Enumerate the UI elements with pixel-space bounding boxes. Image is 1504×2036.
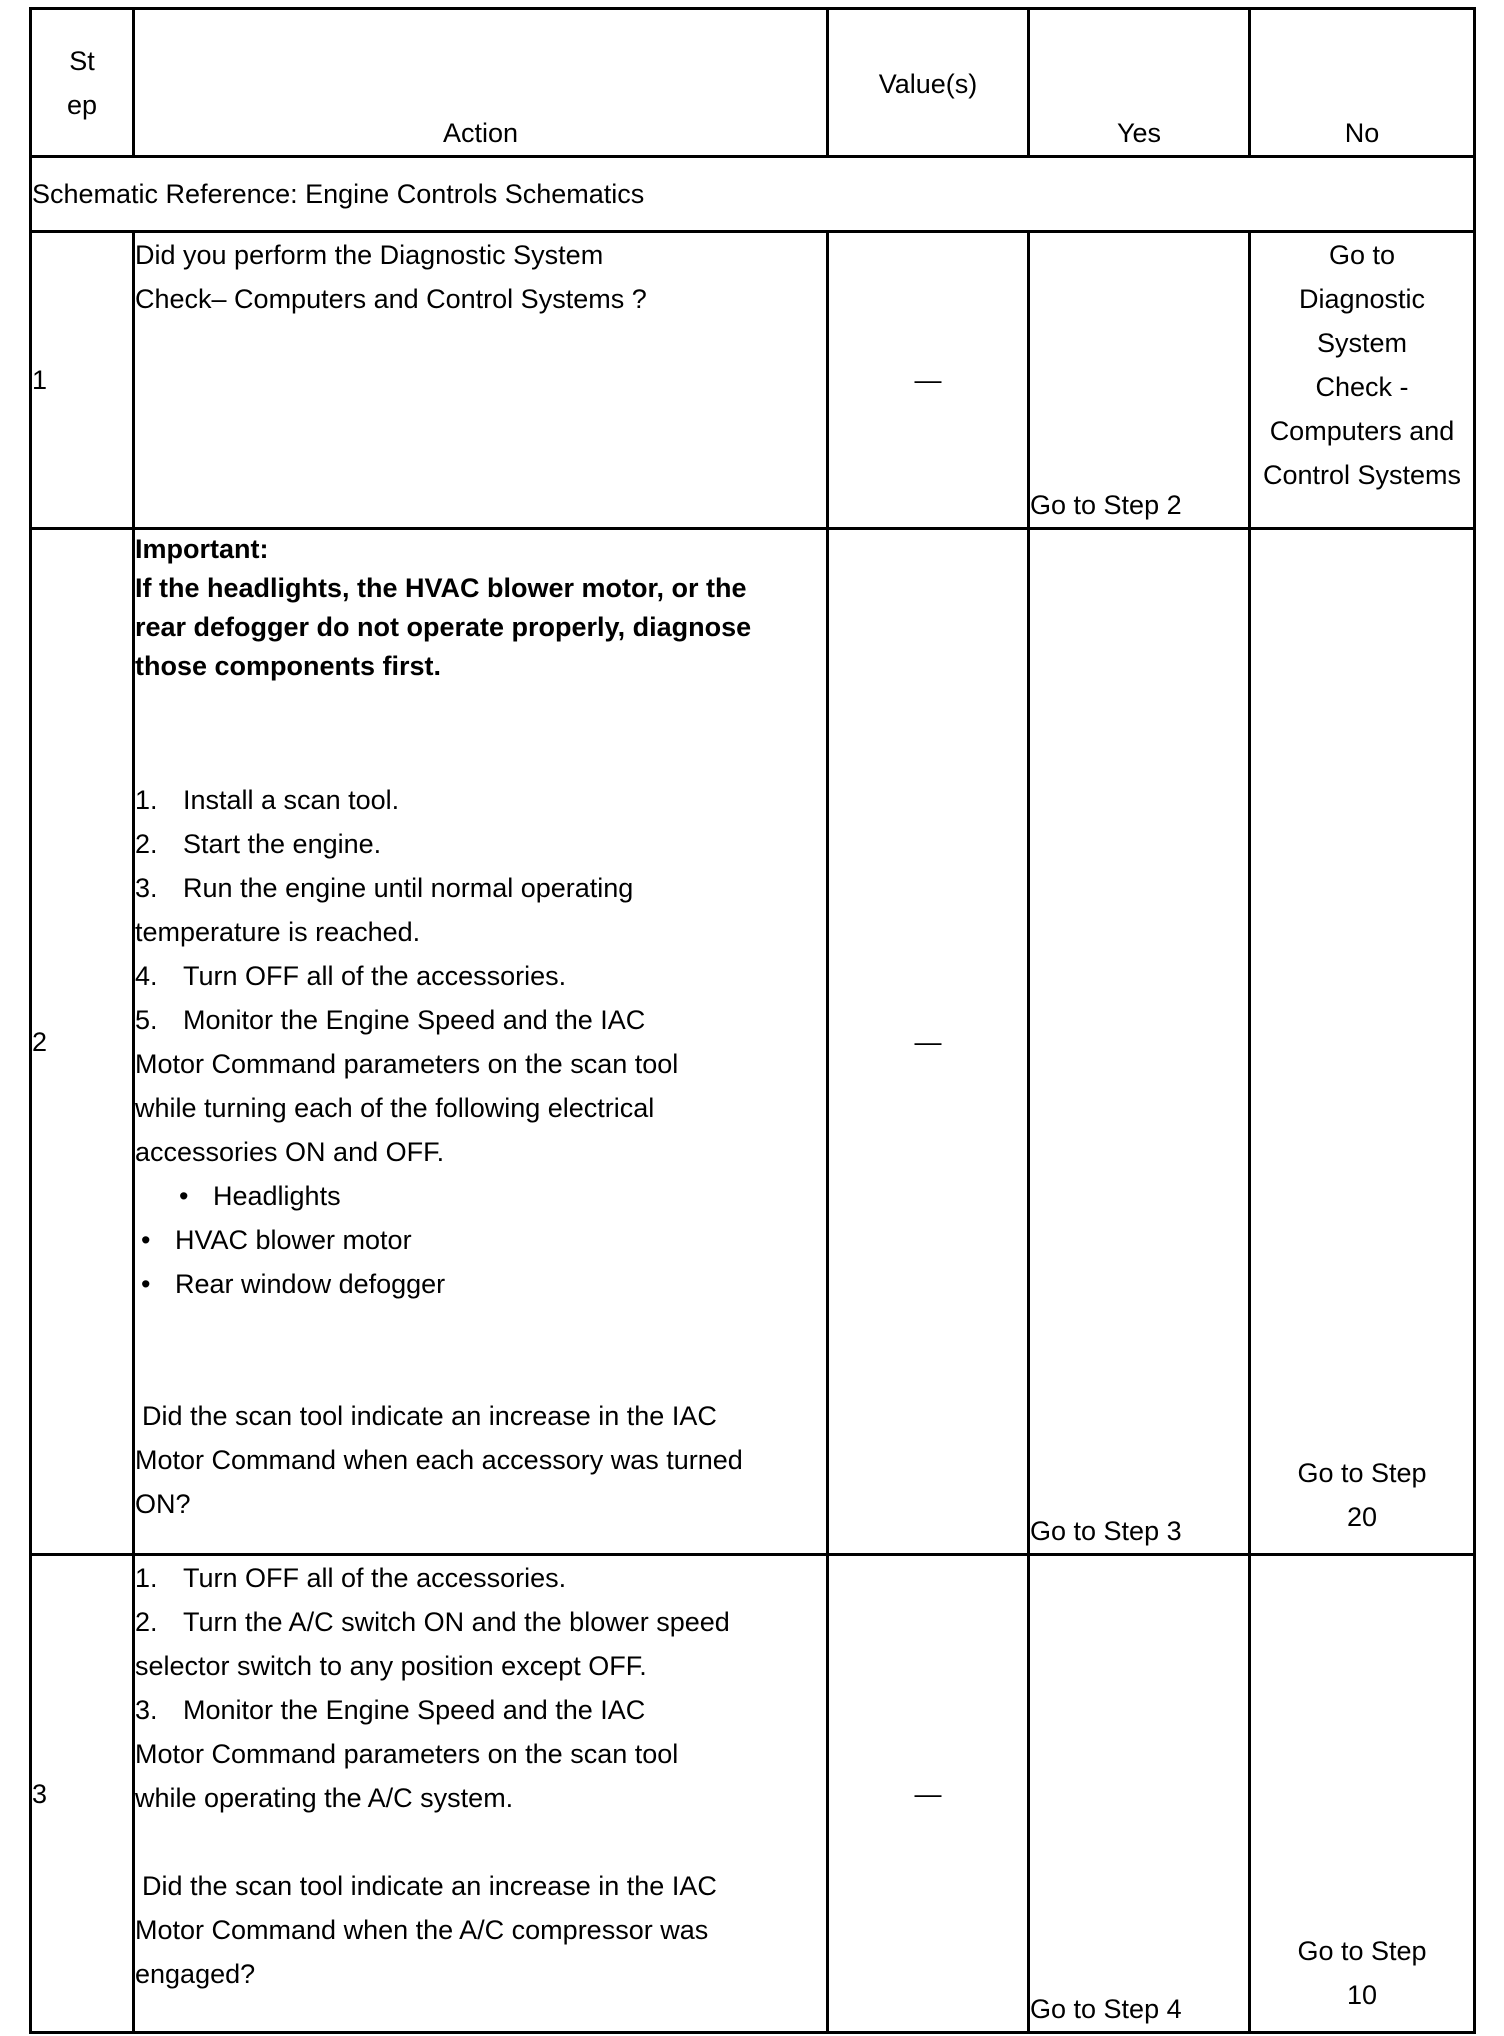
- header-action: Action: [134, 9, 828, 157]
- table-row: [31, 232, 1475, 529]
- question-text: Did the scan tool indicate an increase in the IAC Motor Command when each accessory was turned ON?: [135, 1401, 743, 1519]
- no-text: Go to: [1328, 240, 1396, 270]
- table-row: [31, 529, 1475, 1555]
- no-text: System: [1316, 328, 1408, 358]
- action-text: Did you perform the Diagnostic System: [135, 240, 604, 270]
- no-text: 20: [1346, 1502, 1378, 1532]
- header-step: [31, 9, 134, 157]
- no-cell: [1250, 1555, 1475, 2033]
- list-item: 2. Turn the A/C switch ON and the blower speed selector switch to any position except OFF.: [135, 1607, 730, 1681]
- no-text: 10: [1346, 1980, 1378, 2010]
- action-cell: [134, 1555, 828, 2033]
- list-item: 1. Turn OFF all of the accessories.: [135, 1563, 567, 1593]
- step-number: 3: [31, 1555, 134, 2033]
- no-text: Diagnostic: [1298, 284, 1426, 314]
- no-text: Check -: [1315, 372, 1409, 402]
- header-values: Value(s): [828, 9, 1029, 157]
- step-number: 2: [31, 529, 134, 1555]
- important-text: If the headlights, the HVAC blower motor, or the rear defogger do not operate properly, diagnose those components first.: [135, 573, 752, 681]
- header-row: [31, 9, 1475, 157]
- bullet-item: • HVAC blower motor: [141, 1225, 412, 1255]
- step-number: 1: [31, 232, 134, 529]
- action-text: Check– Computers and Control Systems ?: [135, 284, 647, 314]
- list-item: 1. Install a scan tool.: [135, 785, 400, 815]
- header-no: No: [1250, 9, 1475, 157]
- no-cell: [1250, 529, 1475, 1555]
- no-text: Go to Step: [1297, 1936, 1427, 1966]
- list-item: 2. Start the engine.: [135, 829, 382, 859]
- action-cell: [134, 232, 828, 529]
- header-step-line2: ep: [66, 89, 98, 120]
- value-cell: —: [828, 232, 1029, 529]
- table-row: [31, 1555, 1475, 2033]
- yes-cell: Go to Step 3: [1029, 529, 1250, 1555]
- bullet-item: • Headlights: [179, 1181, 341, 1211]
- header-yes: Yes: [1029, 9, 1250, 157]
- header-step-line1: St: [69, 45, 95, 76]
- list-item: 4. Turn OFF all of the accessories.: [135, 961, 567, 991]
- question-text: Did the scan tool indicate an increase in the IAC Motor Command when the A/C compressor was engaged?: [135, 1871, 717, 1989]
- yes-cell: Go to Step 2: [1029, 232, 1250, 529]
- no-text: Computers and: [1269, 416, 1455, 446]
- schematic-row: [31, 157, 1475, 232]
- schematic-reference: Schematic Reference: Engine Controls Schematics: [31, 157, 1475, 232]
- action-cell: [134, 529, 828, 1555]
- list-item: 5. Monitor the Engine Speed and the IAC Motor Command parameters on the scan tool while turning each of the following electrical accessories ON and OFF.: [135, 1005, 679, 1167]
- bullet-item: • Rear window defogger: [141, 1269, 446, 1299]
- no-text: Go to Step: [1297, 1458, 1427, 1488]
- value-cell: —: [828, 529, 1029, 1555]
- list-item: 3. Run the engine until normal operating temperature is reached.: [135, 873, 634, 947]
- yes-cell: Go to Step 4: [1029, 1555, 1250, 2033]
- important-label: Important:: [135, 534, 269, 564]
- diagnostic-table: [29, 7, 1476, 2034]
- no-cell: [1250, 232, 1475, 529]
- no-text: Control Systems: [1262, 460, 1462, 490]
- value-cell: —: [828, 1555, 1029, 2033]
- list-item: 3. Monitor the Engine Speed and the IAC Motor Command parameters on the scan tool while operating the A/C system.: [135, 1695, 679, 1813]
